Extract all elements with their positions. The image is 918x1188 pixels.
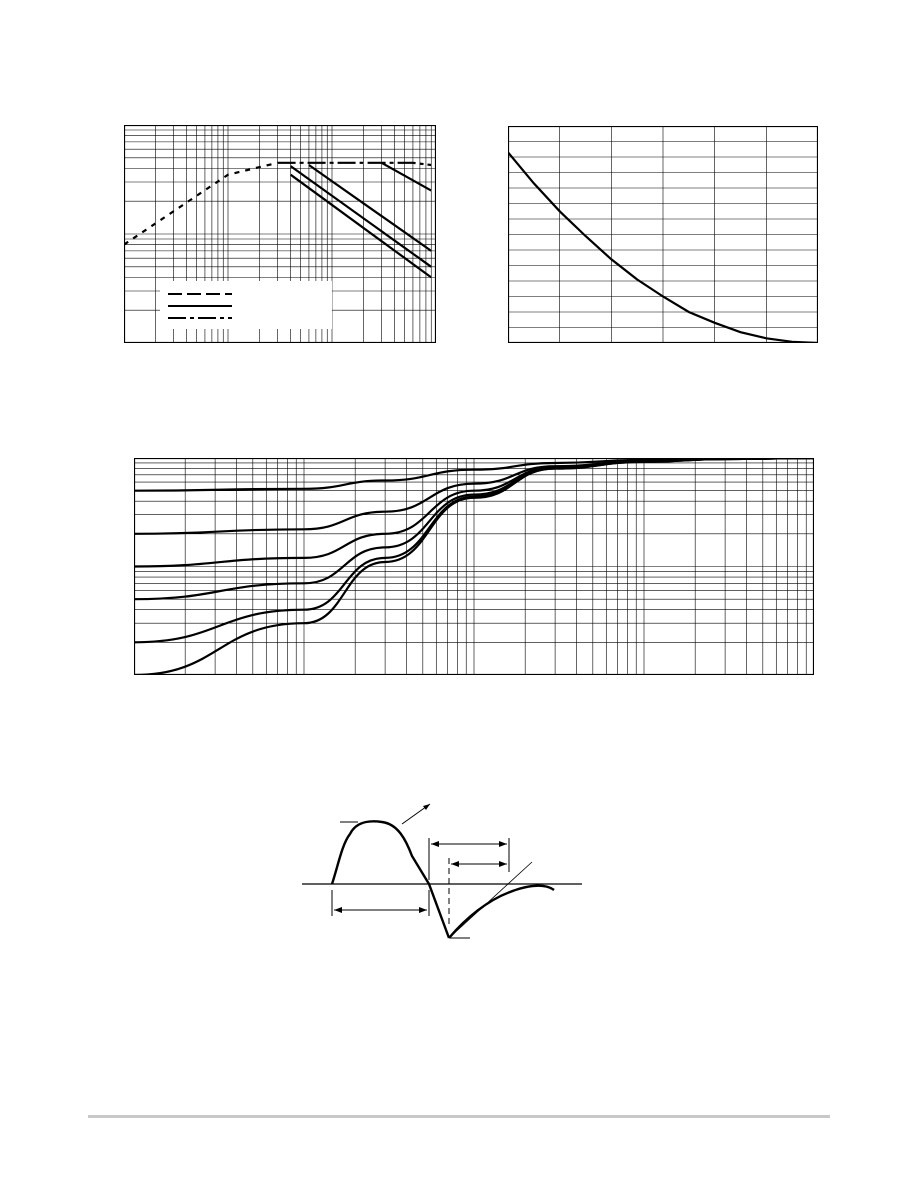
waveform-tangent-line [449,862,532,938]
footer-rule [88,1115,830,1118]
chart-top-left-series-5 [291,166,432,267]
waveform-diagram [298,800,588,950]
chart-top-right [508,126,818,343]
chart-middle-svg [134,458,814,675]
waveform-dim-arrow [334,907,342,913]
waveform-forward-pulse [332,821,449,938]
chart-top-right-svg [508,126,818,343]
waveform-dim-arrow [499,861,507,867]
chart-top-left-svg [124,125,436,343]
chart-top-left-series-3 [382,163,432,191]
chart-top-left-legend [160,281,332,329]
waveform-dim-arrow [451,861,459,867]
waveform-dim-arrow [431,841,439,847]
chart-top-left-series-6 [291,175,432,278]
waveform-slope-arrowhead [423,804,430,810]
chart-top-right-grid [508,126,818,343]
chart-top-left [124,125,436,343]
chart-top-left-series-1 [124,163,278,245]
waveform-recovery-curve [449,886,554,938]
waveform-diagram-svg [298,800,588,950]
waveform-dim-arrow [419,907,427,913]
waveform-dim-arrow [499,841,507,847]
chart-middle [134,458,814,675]
